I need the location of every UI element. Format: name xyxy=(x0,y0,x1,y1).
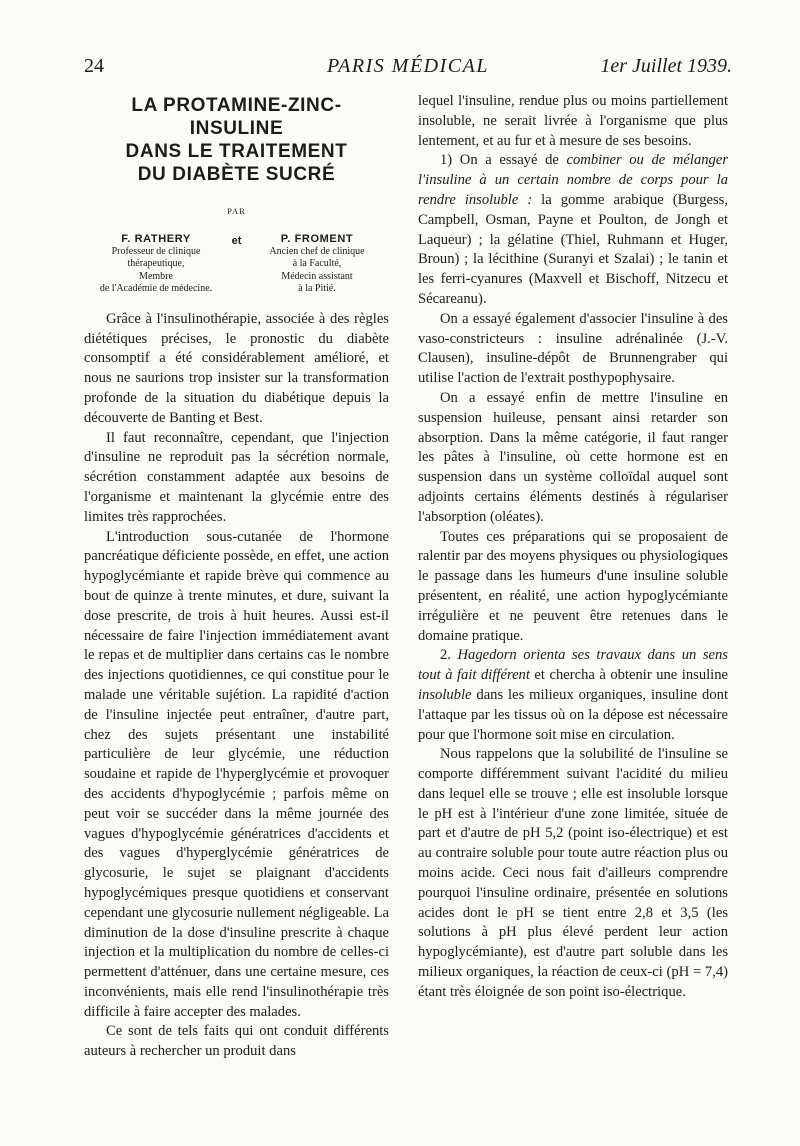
author-froment xyxy=(249,232,385,296)
paragraph-lead: 1) On a essayé de xyxy=(440,152,567,169)
author-affiliation: Ancien chef de clinique xyxy=(269,245,365,257)
byline-par: PAR xyxy=(227,206,246,216)
body-paragraph: Ce sont de tels faits qui ont conduit différents auteurs à rechercher un produit dans xyxy=(84,1023,389,1060)
body-paragraph: Nous rappelons que la solubilité de l'insuline se comporte différemment suivant l'acidité du milieu dans lequel elle se trouve ; elle est insoluble lorsque le pH est à l'intérieur d'une zone limitée, située de part et d'autre de pH 5,2 (point iso-électrique) et est au contraire soluble pour toute autre réaction plus ou moins acide. Ceci nous fait d'ailleurs comprendre pourquoi l'insuline ordinaire, présentée en solutions acides dont le pH se tient entre 2,8 et 3,5 (les solutions à pH plus élevé perdent leur action hypoglycémiante), est d'autre part soluble dans les milieux organiques, la réaction de ceux-ci (pH = 7,4) étant très éloignée de son point iso-électrique. xyxy=(418,746,728,1000)
author-affiliation: thérapeutique, xyxy=(127,258,185,270)
body-paragraph: On a essayé enfin de mettre l'insuline en suspension huileuse, pensant ainsi retarder son absorption. Dans la même catégorie, il faut ranger les pâtes à l'insuline, où cette hormone est en suspension dans un système colloïdal auquel sont adjoints certains éléments destinés à régulariser l'absorption (oléates). xyxy=(418,389,728,525)
author-name: P. FROMENT xyxy=(280,232,354,245)
body-paragraph: Grâce à l'insulinothérapie, associée à des règles diététiques précises, le pronostic du diabète consomptif a été considérablement amélioré, et nous ne saurions trop insister sur la transformation profonde de la situation du diabétique depuis la découverte de Banting et Best. xyxy=(84,310,389,426)
running-header xyxy=(84,55,732,85)
left-column xyxy=(84,92,389,1062)
title-line: LA PROTAMINE-ZINC- xyxy=(131,95,342,116)
title-line: DANS LE TRAITEMENT xyxy=(125,141,348,162)
paragraph-text: et chercha à obtenir une insuline xyxy=(529,667,729,684)
author-affiliation: à la Faculté, xyxy=(292,258,342,270)
author-affiliation: Professeur de clinique xyxy=(111,245,201,257)
title-line: INSULINE xyxy=(189,118,284,139)
authors-block xyxy=(88,232,385,296)
body-paragraph xyxy=(418,151,728,309)
italic-word: insoluble xyxy=(418,686,472,703)
body-paragraph: Il faut reconnaître, cependant, que l'injection d'insuline ne reproduit pas la sécrétion normale, sécrétion constamment adaptée aux besoins de l'organisme et maintenant la glycémie entre des limites très rapprochées. xyxy=(84,429,389,525)
italic-phrase: combiner ou de mélanger l'insuline à un certain nombre de corps pour la rendre insoluble : xyxy=(418,152,728,208)
journal-title: PARIS MÉDICAL xyxy=(327,55,489,77)
italic-phrase: Hagedorn orienta ses travaux dans un sens tout à fait différent xyxy=(418,647,728,684)
paragraph-lead: 2. xyxy=(440,647,458,664)
body-paragraph: L'introduction sous-cutanée de l'hormone pancréatique déficiente possède, en effet, une action hypoglycémiante et rapide brève qui commence au bout de quinze à trente minutes, et dure, suivant la dose prescrite, de trois à huit heures. Aussi est-il nécessaire de faire l'injection immédiatement avant le repas et de multiplier dans certains cas le nombre des injections quotidiennes, ce qui constitue pour le malade une véritable sujétion. La rapidité d'action de l'insuline injectée peut entraîner, d'autre part, chez des sujets présentant une instabilité particulière de leur glycémie, une réduction soudaine et rapide de l'hyperglycémie et provoquer des accidents d'hypoglycémie ; parfois même on peut voir se succéder dans la même journée des vagues d'hypoglycémie génératrices d'accidents et des vagues d'hyperglycémie génératrices de glycosurie, le sujet se plaignant d'accidents hypoglycémiques presque quotidiens et conservant cependant une glycosurie nullement négligeable. La diminution de la dose d'insuline prescrite à chaque injection et la multiplication du nombre de celles-ci permettent d'atténuer, dans une certaine mesure, ces inconvénients, mais elle rend l'insulinothérapie très difficile à faire accepter des malades. xyxy=(84,528,389,1020)
author-affiliation: à la Pitié. xyxy=(298,283,336,295)
author-affiliation: de l'Académie de médecine. xyxy=(99,283,213,295)
author-affiliation: Membre xyxy=(139,270,173,282)
author-affiliation: Médecin assistant xyxy=(281,270,353,282)
body-paragraph: lequel l'insuline, rendue plus ou moins partiellement insoluble, ne serait livrée à l'organisme que plus lentement, et au fur et à mesure de ses besoins. xyxy=(418,93,728,149)
author-name: F. RATHERY xyxy=(121,232,191,245)
page-number: 24 xyxy=(84,55,104,77)
paragraph-text: la gomme arabique (Burgess, Campbell, Osman, Payne et Poulton, de Jongh et Laqueur) ; la gélatine (Thiel, Ruhmann et Huger, Broun) ; la lécithine (Suranyi et Szalai) ; le tanin et les ferri-cyanures (Maxvell et Bischoff, Nitzecu et Sécareanu). xyxy=(418,191,728,307)
title-line: DU DIABÈTE SUCRÉ xyxy=(137,164,336,185)
body-paragraph xyxy=(418,646,728,745)
issue-date: 1er Juillet 1939. xyxy=(600,55,732,77)
body-paragraph: On a essayé également d'associer l'insuline à des vaso-constricteurs : insuline adrénalinée (J.-V. Clausen), insuline-dépôt de Brunnengraber qui utilise l'action de l'extrait posthypophysaire. xyxy=(418,310,728,387)
right-column xyxy=(418,92,728,1003)
author-conjunction: et xyxy=(231,234,242,247)
paragraph-text: dans les milieux organiques, insuline dont l'attaque par les tissus où on la dépose est nécessaire pour que l'hormone soit mise en circulation. xyxy=(418,686,728,743)
article-title xyxy=(84,94,389,186)
body-paragraph: Toutes ces préparations qui se proposaient de ralentir par des moyens physiques ou physiologiques le passage dans les humeurs d'une insuline soluble présentent, en réalité, une action hypoglycémiante irrégulière et ne peuvent être retenues dans le domaine pratique. xyxy=(418,528,728,644)
author-rathery xyxy=(88,232,224,296)
